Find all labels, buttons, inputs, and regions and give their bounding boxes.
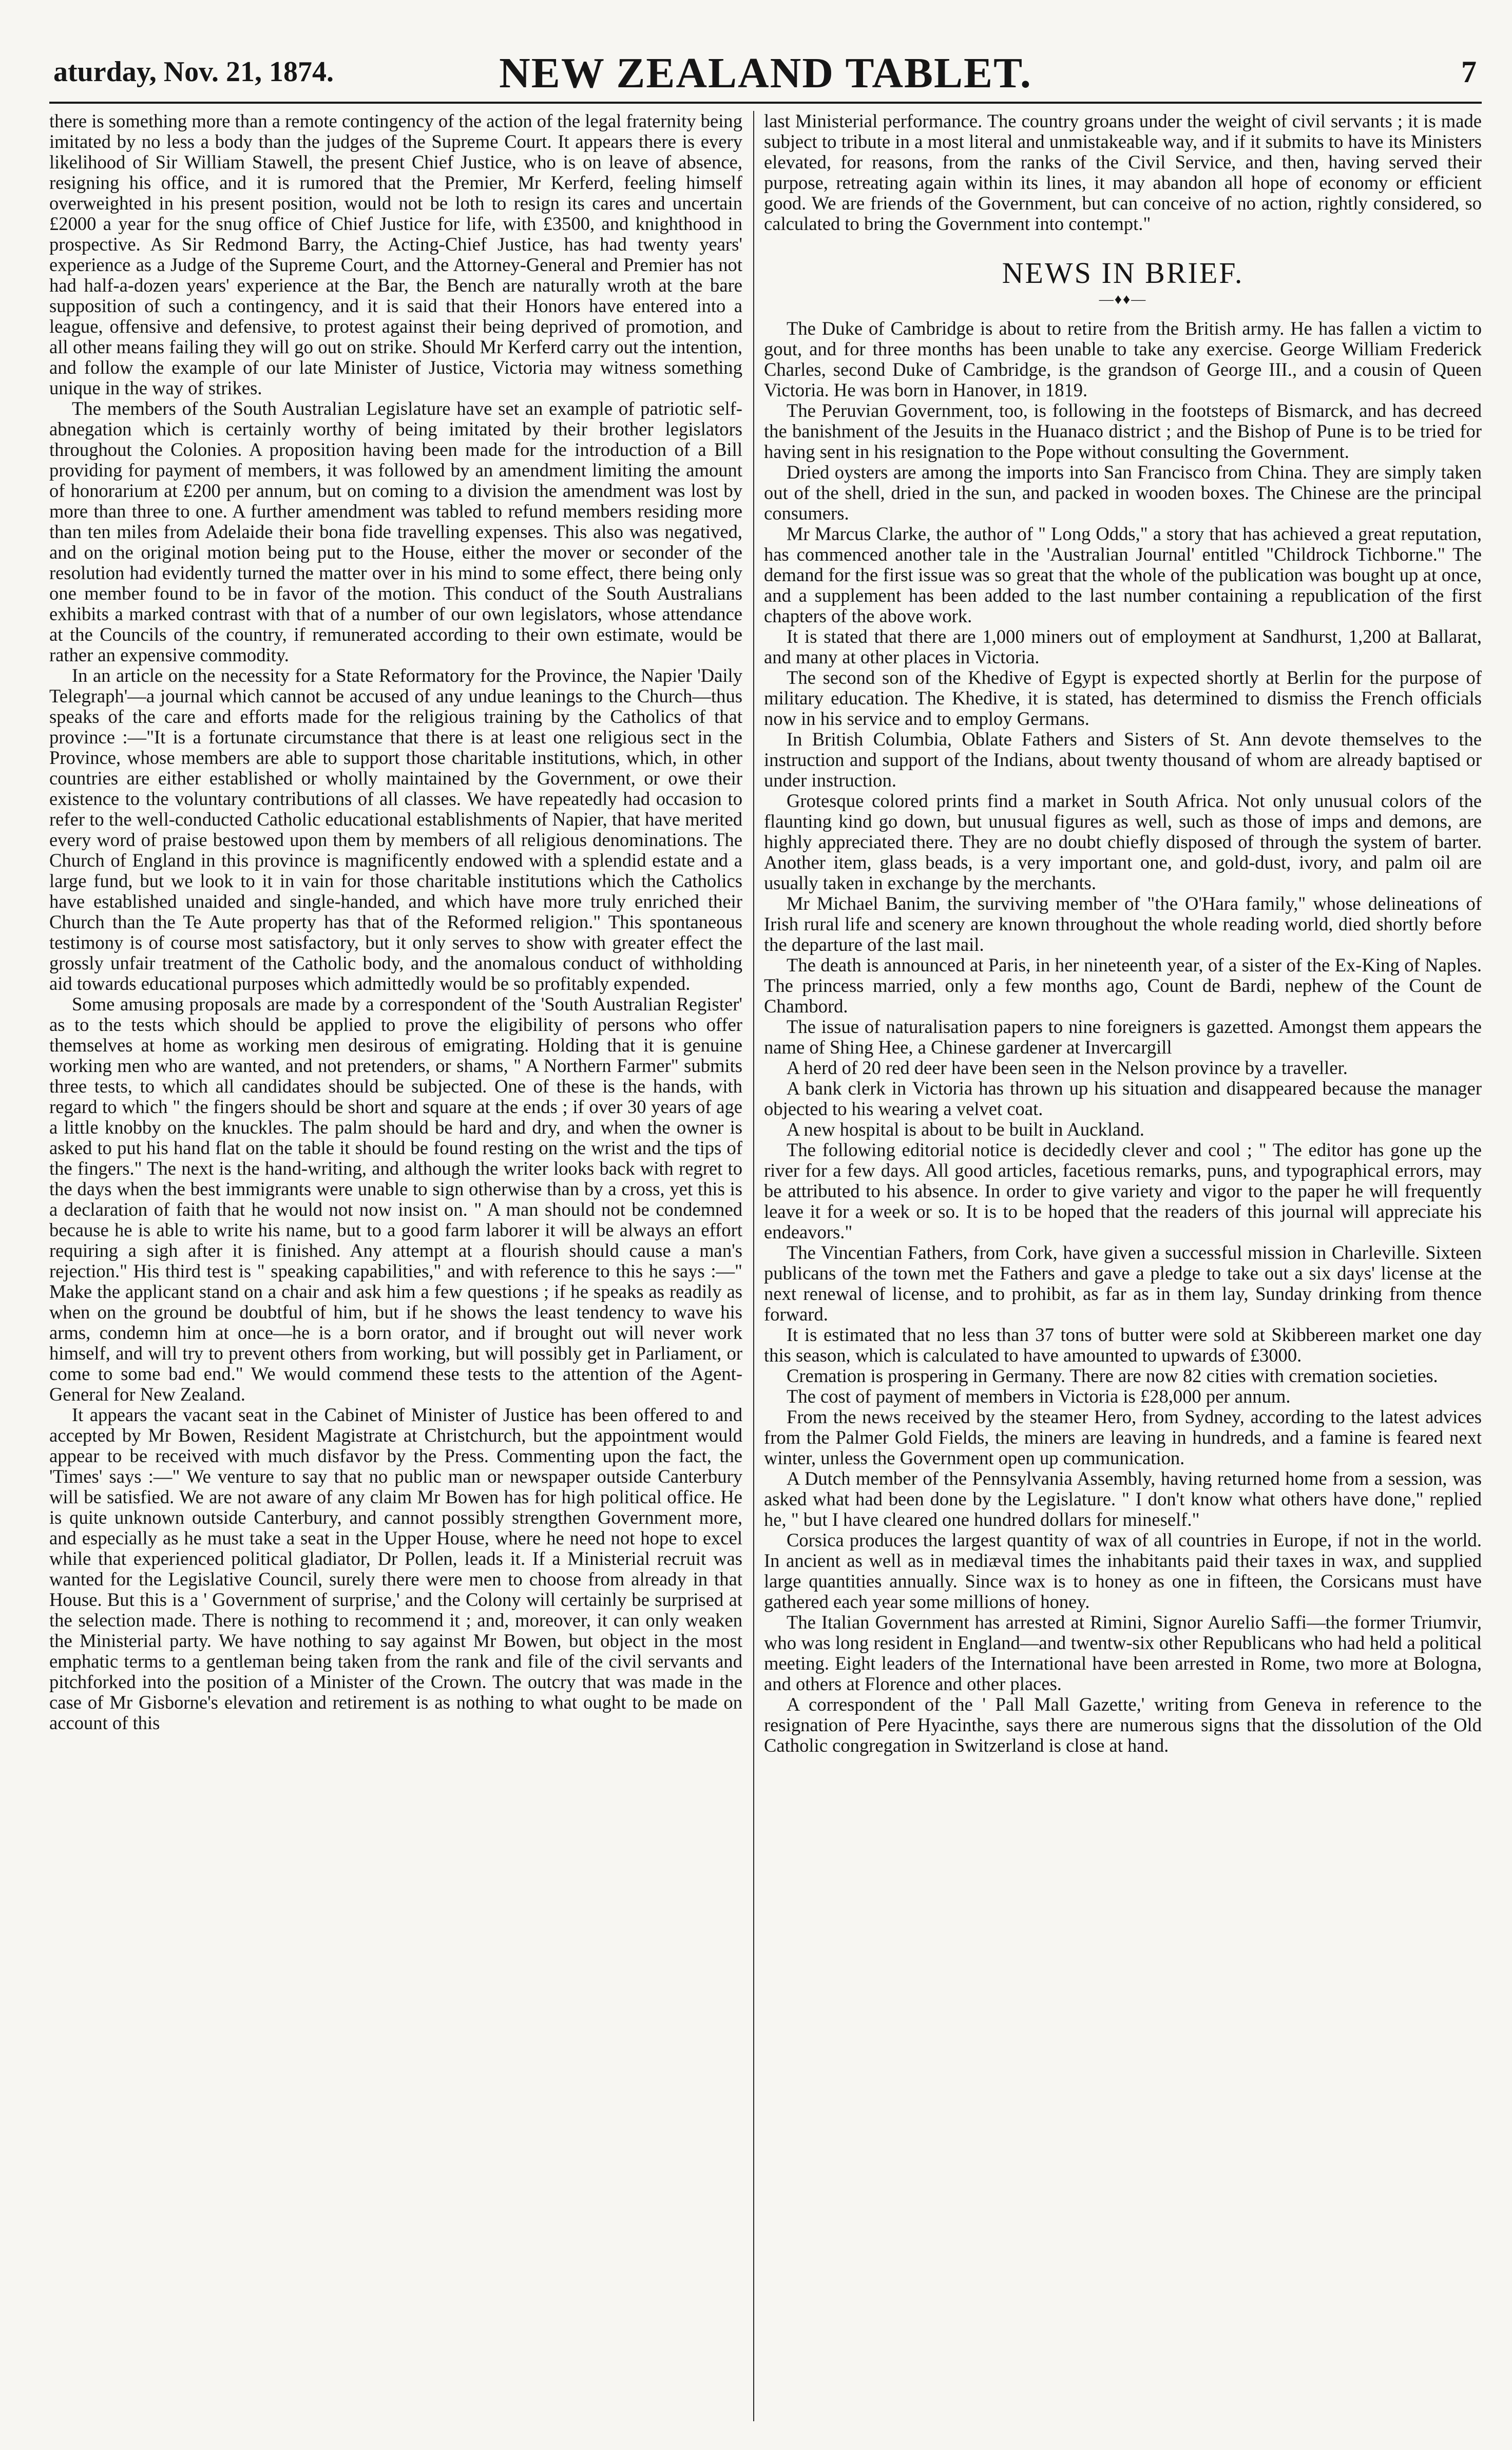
news-item: The following editorial notice is decidedly clever and cool ; " The editor has gone up the river for a few days. All good articles, facetious remarks, puns, and typographical errors, may be attributed to his absence. In order to give variety and vigor to the paper he will frequently leave it for a week or so. It is to be hoped that the readers of this journal will appreciate his endeavors."	[764, 1139, 1482, 1242]
news-item: The cost of payment of members in Victoria is £28,000 per annum.	[787, 1386, 1291, 1407]
news-item: The death is announced at Paris, in her nineteenth year, of a sister of the Ex-King of Naples. The princess married, only a few months ago, Count de Bardi, nephew of the Count de Chambord.	[764, 954, 1482, 1017]
news-item: The Duke of Cambridge is about to retire from the British army. He has fallen a victim to gout, and for three months has been unable to take any exercise. George William Frederick Charles, second Duke of Cambridge, is the grandson of George III., and a cousin of Queen Victoria. He was born in Hanover, in 1819.	[764, 318, 1482, 400]
news-item: Grotesque colored prints find a market in South Africa. Not only unusual colors of the flaunting kind go down, but unusual figures as well, such as those of imps and demons, are highly appreciated there. They are no doubt chiefly disposed of through the system of barter. Another item, glass beads, is a very important one, and gold-dust, ivory, and palm oil are usually taken in exchange by the merchants.	[764, 790, 1482, 893]
news-item: The Vincentian Fathers, from Cork, have given a successful mission in Charleville. Sixteen publicans of the town met the Fathers and gave a pledge to take out a six days' license at the next renewal of license, and to prohibit, as far as in them lay, Sunday drinking from thence forward.	[764, 1242, 1482, 1325]
section-ornament: —♦♦—	[1099, 292, 1147, 308]
section-heading: NEWS IN BRIEF.	[1002, 256, 1244, 290]
news-item: A new hospital is about to be built in Auckland.	[787, 1119, 1144, 1140]
article-paragraph: In an article on the necessity for a State Reformatory for the Province, the Napier 'Daily Telegraph'—a journal which cannot be accused of any undue leanings to the Church—thus speaks of the care and efforts made for the religious training by the Catholics of that province :—"It is a fortunate circumstance that there is at least one religious sect in the Province, whose members are able to support those charitable institutions, which, in other countries are either established or wholly maintained by the Government, or owe their existence to the voluntary contributions of all classes. We have repeatedly had occasion to refer to the well-conducted Catholic educational establishments of Napier, that have merited every word of praise bestowed upon them by members of all religious denominations. The Church of England in this province is magnificently endowed with a splendid estate and a large fund, but we look to it in vain for those charitable institutions which the Catholics have established unaided and single-handed, and which have more truly enriched their Church than the Te Aute property has that of the Reformed religion." This spontaneous testimony is of course most satisfactory, but it only serves to show with greater effect the grossly unfair treatment of the Catholic body, and the anomalous conduct of withholding aid towards educational purposes which admittedly would be so profitably expended.	[49, 665, 742, 994]
news-item: The issue of naturalisation papers to nine foreigners is gazetted. Amongst them appears the name of Shing Hee, a Chinese gardener at Invercargill	[764, 1016, 1482, 1058]
article-paragraph: It appears the vacant seat in the Cabinet of Minister of Justice has been offered to and accepted by Mr Bowen, Resident Magistrate at Christchurch, but the appointment would appear to be received with much disfavor by the Press. Commenting upon the fact, the 'Times' says :—" We venture to say that no public man or newspaper outside Canterbury will be satisfied. We are not aware of any claim Mr Bowen has for high political office. He is quite unknown outside Canterbury, and cannot possibly strengthen Government more, and especially as he must take a seat in the Upper House, where he need not hope to excel while that experienced political gladiator, Dr Pollen, leads it. If a Ministerial recruit was wanted for the Legislative Council, surely there were men to choose from already in that House. But this is a ' Government of surprise,' and the Colony will certainly be surprised at the selection made. There is nothing to recommend it ; and, moreover, it can only weaken the Ministerial party. We have nothing to say against Mr Bowen, but object in the most emphatic terms to a gentleman being taken from the rank and file of the civil servants and pitchforked into the position of a Minister of the Crown. The outcry that was made in the case of Mr Gisborne's elevation and retirement is as nothing to what ought to be made on account of this	[49, 1404, 742, 1733]
article-paragraph: Some amusing proposals are made by a correspondent of the 'South Australian Register' as to the tests which should be applied to prove the eligibility of persons who offer themselves at home as working men desirous of emigrating. Holding that it is genuine working men who are wanted, and not pretenders, or shams, " A Northern Farmer" submits three tests, to which all candidates should be subjected. One of these is the hands, with regard to which " the fingers should be short and square at the ends ; if over 30 years of age a little knobby on the knuckles. The palm should be hard and dry, and when the owner is asked to put his hand flat on the table it should be found resting on the wrist and the tips of the fingers." The next is the hand-writing, and although the writer looks back with regret to the days when the best immigrants were unable to sign otherwise than by a cross, yet this is a declaration of faith that he would not now insist on. " A man should not be condemned because he is able to write his name, but to a good farm laborer it will be always an effort requiring a sigh after it is finished. Any attempt at a flourish should cause a man's rejection." His third test is " speaking capabilities," and with reference to this he says :—" Make the applicant stand on a chair and ask him a few questions ; if he speaks as readily as when on the ground be doubtful of him, but if he shows the least tendency to wave his arms, condemn him at once—he is a born orator, and if brought out will never work himself, and will try to prevent others from working, but will possibly get in Parliament, or come to some bad end." We would commend these tests to the attention of the Agent-General for New Zealand.	[49, 993, 742, 1405]
news-item: A Dutch member of the Pennsylvania Assembly, having returned home from a session, was asked what had been done by the Legislature. " I don't know what others have done," replied he, " but I have cleared one hundred dollars for mineself."	[764, 1468, 1482, 1530]
news-item: Mr Michael Banim, the surviving member of "the O'Hara family," whose delineations of Irish rural life and scenery are known throughout the whole reading world, died shortly before the departure of the last mail.	[764, 893, 1482, 955]
article-continuation: last Ministerial performance. The country groans under the weight of civil servants ; it is made subject to tribute in a most literal and unmistakeable way, and if it submits to have its Ministers elevated, for reasons, from the ranks of the Civil Service, and then, having served their purpose, retreating again within its lines, it may abandon all hope of economy or efficient good. We are friends of the Government, but can conceive of no action, rightly considered, so calculated to bring the Government into contempt."	[764, 111, 1482, 234]
news-item: Cremation is prospering in Germany. There are now 82 cities with cremation societies.	[787, 1365, 1438, 1386]
news-item: The second son of the Khedive of Egypt is expected shortly at Berlin for the purpose of military education. The Khedive, it is stated, has determined to dismiss the French officials now in his service and to employ Germans.	[764, 667, 1482, 729]
masthead-rule	[49, 102, 1482, 104]
news-item: A correspondent of the ' Pall Mall Gazette,' writing from Geneva in reference to the resignation of Pere Hyacinthe, says there are numerous signs that the dissolution of the Old Catholic congregation in Switzerland is close at hand.	[764, 1694, 1482, 1756]
news-item: It is stated that there are 1,000 miners out of employment at Sandhurst, 1,200 at Ballarat, and many at other places in Victoria.	[764, 626, 1482, 667]
masthead	[49, 44, 1482, 101]
news-item: A herd of 20 red deer have been seen in the Nelson province by a traveller.	[787, 1057, 1348, 1078]
article-paragraph: The members of the South Australian Legislature have set an example of patriotic self-abnegation which is certainly worthy of being imitated by their brother legislators throughout the Colonies. A proposition having been made for the introduction of a Bill providing for payment of members, it was followed by an amendment limiting the amount of honorarium at £200 per annum, but on coming to a division the amendment was lost by more than three to one. A further amendment was tabled to refund members residing more than ten miles from Adelaide their bona fide travelling expenses. This also was negatived, and on the original motion being put to the House, either the mover or seconder of the resolution had evidently turned the matter over in his mind to some effect, there being only one member found to be in favor of the motion. This conduct of the South Australians exhibits a marked contrast with that of a number of our own legislators, whose attendance at the Councils of the country, if remunerated according to their own estimate, would be rather an expensive commodity.	[49, 398, 742, 665]
news-item: It is estimated that no less than 37 tons of butter were sold at Skibbereen market one day this season, which is calculated to have amounted to upwards of £3000.	[764, 1324, 1482, 1366]
page-number: 7	[1461, 55, 1477, 89]
news-item: A bank clerk in Victoria has thrown up his situation and disappeared because the manager objected to his wearing a velvet coat.	[764, 1078, 1482, 1119]
news-item: Corsica produces the largest quantity of wax of all countries in Europe, if not in the world. In ancient as well as in mediæval times the inhabitants paid their taxes in wax, and supplied large quantities annually. Since wax is to honey as one in fifteen, the Corsicans must have gathered each year some millions of honey.	[764, 1529, 1482, 1612]
issue-date: aturday, Nov. 21, 1874.	[53, 56, 334, 88]
left-column	[49, 111, 742, 2421]
right-column	[764, 111, 1482, 2421]
newspaper-title: NEW ZEALAND TABLET.	[499, 49, 1032, 97]
news-item: From the news received by the steamer Hero, from Sydney, according to the latest advices from the Palmer Gold Fields, the miners are leaving in hundreds, and a famine is feared next winter, unless the Government open up communication.	[764, 1406, 1482, 1468]
news-item: The Italian Government has arrested at Rimini, Signor Aurelio Saffi—the former Triumvir, who was long resident in England—and twentw-six other Republicans who had held a political meeting. Eight leaders of the International have been arrested in Rome, two more at Bologna, and others at Florence and other places.	[764, 1612, 1482, 1694]
news-item: Mr Marcus Clarke, the author of " Long Odds," a story that has achieved a great reputation, has commenced another tale in the 'Australian Journal' entitled "Childrock Tichborne." The demand for the first issue was so great that the whole of the publication was bought up at once, and a supplement has been added to the last number containing a republication of the first chapters of the above work.	[764, 523, 1482, 626]
news-item: In British Columbia, Oblate Fathers and Sisters of St. Ann devote themselves to the instruction and support of the Indians, about twenty thousand of whom are already baptised or under instruction.	[764, 729, 1482, 791]
column-divider	[753, 111, 754, 2421]
news-item: Dried oysters are among the imports into San Francisco from China. They are simply taken out of the shell, dried in the sun, and packed in wooden boxes. The Chinese are the principal consumers.	[764, 462, 1482, 524]
article-paragraph: there is something more than a remote contingency of the action of the legal fraternity being imitated by no less a body than the judges of the Supreme Court. It appears there is every likelihood of Sir William Stawell, the present Chief Justice, who is on leave of absence, resigning his office, and it is rumored that the Premier, Mr Kerferd, feeling himself overweighted in his present position, would not be loth to resign its cares and uncertain £2000 a year for the snug office of Chief Justice for life, with £3500, and knighthood in prospective. As Sir Redmond Barry, the Acting-Chief Justice, has had twenty years' experience as a Judge of the Supreme Court, and the Attorney-General and Premier has not had half-a-dozen years' experience at the Bar, the Bench are naturally wroth at the bare supposition of such a contingency, and it is said that their Honors have entered into a league, offensive and defensive, to protest against their being deprived of promotion, and all other means failing they will go out on strike. Should Mr Kerferd carry out the intention, and follow the example of our late Minister of Justice, Victoria may witness something unique in the way of strikes.	[49, 111, 742, 398]
news-item: The Peruvian Government, too, is following in the footsteps of Bismarck, and has decreed the banishment of the Jesuits in the Huanaco district ; and the Bishop of Pune is to be tried for having sent in his resignation to the Pope without consulting the Government.	[764, 400, 1482, 462]
